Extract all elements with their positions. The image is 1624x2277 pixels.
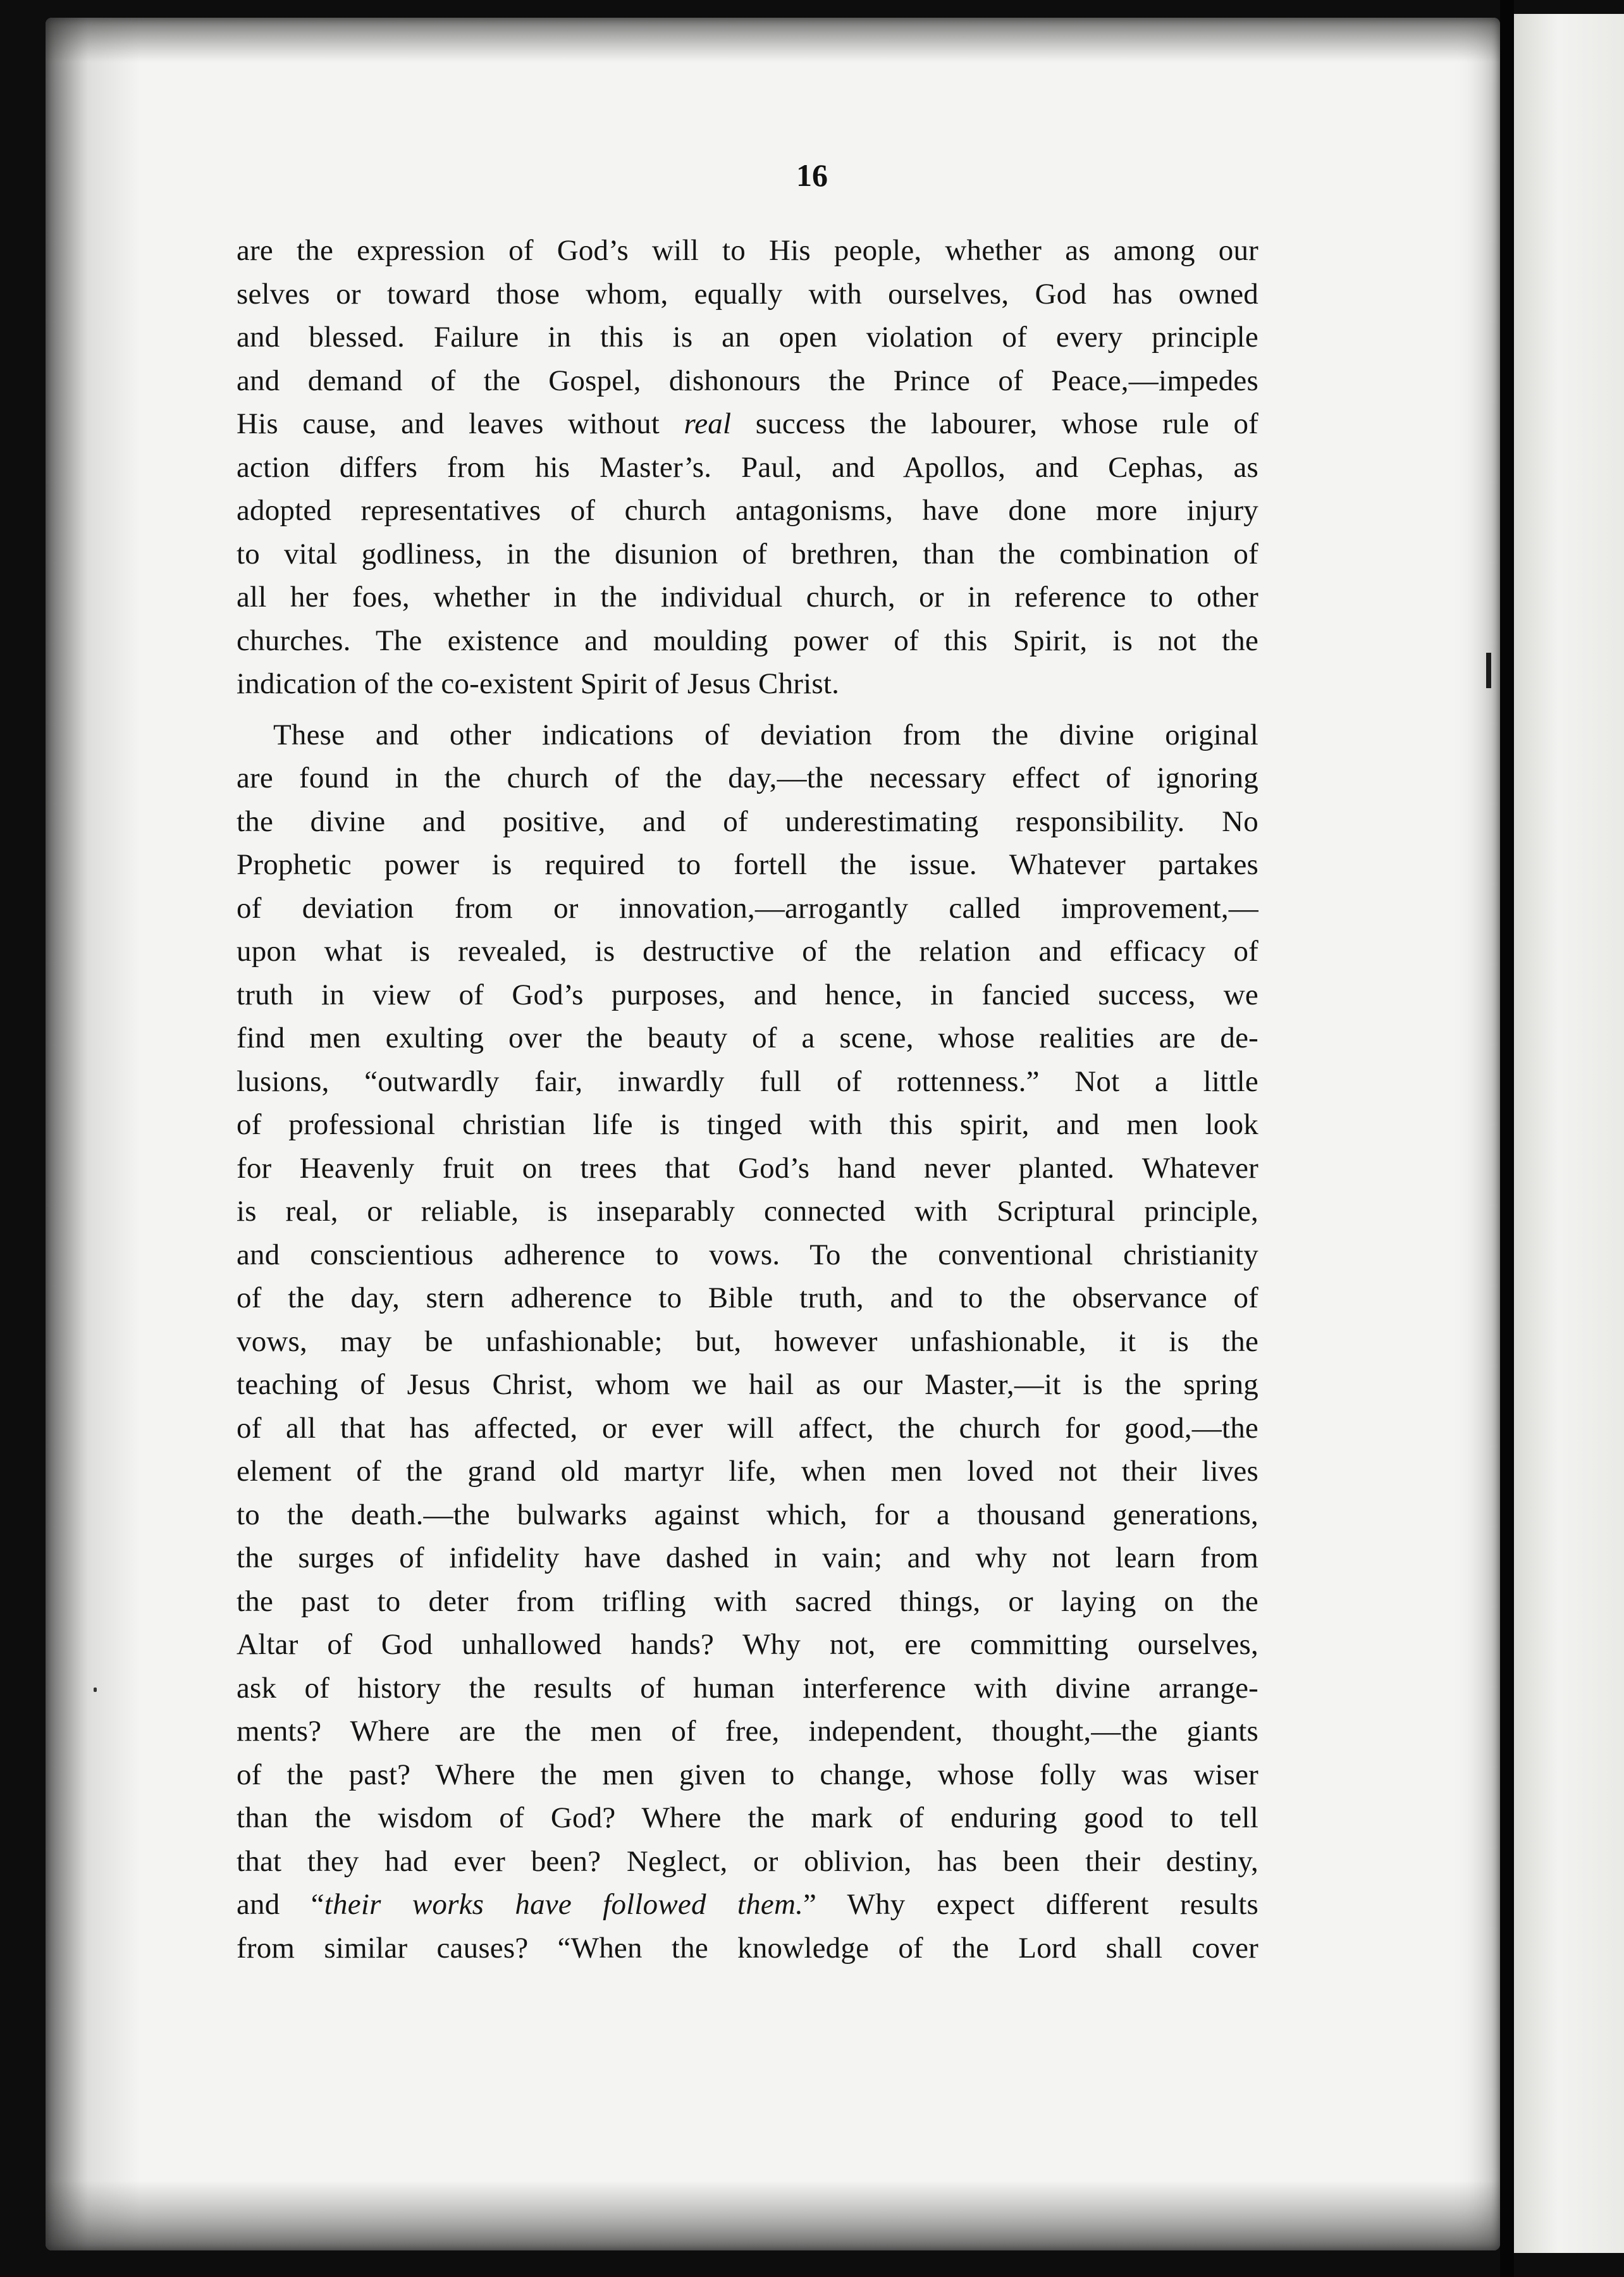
text-line: upon what is revealed, is destructive of the relation and efficacy of bbox=[237, 935, 1258, 968]
text-line-with-italic bbox=[237, 402, 1258, 446]
book-gutter bbox=[1500, 0, 1514, 2277]
text-line: and blessed. Failure in this is an open violation of every principle bbox=[237, 321, 1258, 354]
text-line: churches. The existence and moulding power of this Spirit, is not the bbox=[237, 624, 1258, 657]
text-line: Altar of God unhallowed hands? Why not, ere committing ourselves, bbox=[237, 1628, 1258, 1661]
page-shadow-top bbox=[46, 18, 1500, 62]
text-line: all her foes, whether in the individual church, or in reference to other bbox=[237, 581, 1258, 614]
text-line: of the day, stern adherence to Bible truth, and to the observance of bbox=[237, 1281, 1258, 1314]
text-line: ments? Where are the men of free, independent, thought,—the giants bbox=[237, 1715, 1258, 1748]
text-line: that they had ever been? Neglect, or oblivion, has been their destiny, bbox=[237, 1844, 1258, 1878]
text-line: to vital godliness, in the disunion of brethren, than the combination of bbox=[237, 537, 1258, 571]
text-line: of deviation from or innovation,—arrogantly called improvement,— bbox=[237, 891, 1258, 925]
text-line: is real, or reliable, is inseparably connected with Scriptural principle, bbox=[237, 1195, 1258, 1228]
text-line: These and other indications of deviation from the divine original bbox=[273, 718, 1258, 751]
text-line: teaching of Jesus Christ, whom we hail as our Master,—it is the spring bbox=[237, 1368, 1258, 1401]
text-line: element of the grand old martyr life, when men loved not their lives bbox=[237, 1455, 1258, 1488]
margin-mark bbox=[1486, 653, 1491, 688]
text-line: Prophetic power is required to fortell the issue. Whatever partakes bbox=[237, 848, 1258, 881]
page-shadow-left bbox=[46, 18, 140, 2250]
text-line: the past to deter from trifling with sacred things, or laying on the bbox=[237, 1584, 1258, 1618]
text-line: truth in view of God’s purposes, and hence, in fancied success, we bbox=[237, 978, 1258, 1011]
text-segment: His cause, and leaves without bbox=[237, 407, 684, 440]
text-line: action differs from his Master’s. Paul, and Apollos, and Cephas, as bbox=[237, 450, 1258, 484]
text-line: find men exulting over the beauty of a scene, whose realities are de- bbox=[237, 1021, 1258, 1054]
paragraph-gap bbox=[237, 706, 1258, 713]
page-number: 16 bbox=[796, 157, 828, 193]
text-line: are the expression of God’s will to His people, whether as among our bbox=[237, 234, 1258, 267]
body-text bbox=[237, 229, 1258, 1970]
text-line: adopted representatives of church antagonisms, have done more injury bbox=[237, 494, 1258, 527]
text-segment: and “ bbox=[237, 1888, 324, 1921]
text-line: selves or toward those whom, equally with ourselves, God has owned bbox=[237, 277, 1258, 311]
text-segment: ” Why expect different results bbox=[803, 1888, 1258, 1921]
text-line: and conscientious adherence to vows. To the conventional christianity bbox=[237, 1238, 1258, 1271]
paragraph-2 bbox=[237, 713, 1258, 1970]
text-line: than the wisdom of God? Where the mark of enduring good to tell bbox=[237, 1801, 1258, 1834]
text-line: indication of the co-existent Spirit of Jesus Christ. bbox=[237, 667, 840, 700]
page-shadow-bottom bbox=[46, 2181, 1500, 2250]
text-line: of all that has affected, or ever will affect, the church for good,—the bbox=[237, 1411, 1258, 1445]
ink-speck bbox=[94, 1688, 97, 1692]
text-line: ask of history the results of human interference with divine arrange- bbox=[237, 1671, 1258, 1705]
italic-quote: their works have followed them. bbox=[324, 1888, 804, 1921]
text-line: to the death.—the bulwarks against which, for a thousand generations, bbox=[237, 1498, 1258, 1531]
italic-word: real bbox=[684, 407, 732, 440]
text-line: of the past? Where the men given to change, whose folly was wiser bbox=[237, 1758, 1258, 1791]
text-line: are found in the church of the day,—the necessary effect of ignoring bbox=[237, 762, 1258, 794]
text-line: for Heavenly fruit on trees that God’s hand never planted. Whatever bbox=[237, 1151, 1258, 1185]
text-segment: success the labourer, whose rule of bbox=[731, 407, 1259, 440]
text-line-with-italic bbox=[237, 1883, 1258, 1927]
paragraph-1 bbox=[237, 229, 1258, 706]
adjacent-page-edge bbox=[1514, 14, 1624, 2253]
text-line: of professional christian life is tinged with this spirit, and men look bbox=[237, 1108, 1258, 1141]
text-line: lusions, “outwardly fair, inwardly full of rottenness.” Not a little bbox=[237, 1064, 1258, 1098]
text-line: vows, may be unfashionable; but, however unfashionable, it is the bbox=[237, 1324, 1258, 1358]
text-line: and demand of the Gospel, dishonours the Prince of Peace,—impedes bbox=[237, 364, 1258, 397]
text-line: from similar causes? “When the knowledge of the Lord shall cover bbox=[237, 1931, 1258, 1965]
text-line: the surges of infidelity have dashed in vain; and why not learn from bbox=[237, 1541, 1258, 1574]
text-line: the divine and positive, and of underestimating responsibility. No bbox=[237, 805, 1258, 838]
